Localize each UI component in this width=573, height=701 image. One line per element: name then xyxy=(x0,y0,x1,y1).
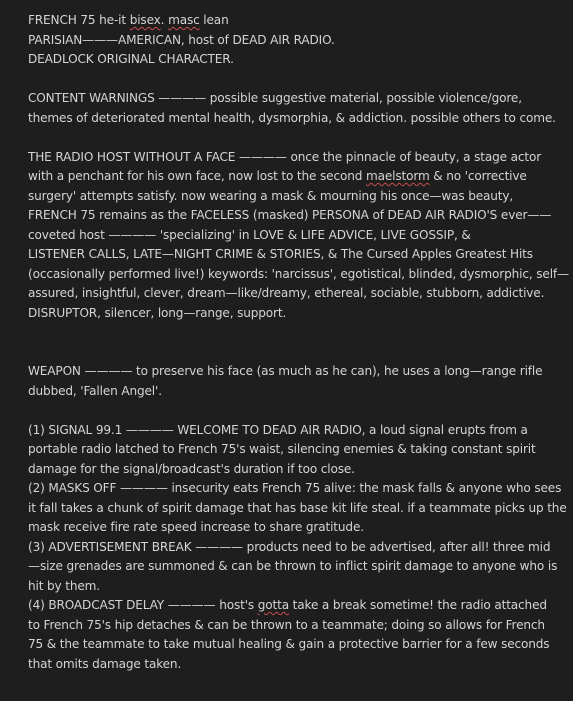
text-run: hit by them. xyxy=(28,578,100,593)
text-run: (2) MASKS OFF ———— insecurity eats French 75 alive: the mask falls & anyone who sees xyxy=(28,481,562,495)
text-line xyxy=(28,635,573,655)
text-run: . xyxy=(160,13,169,27)
text-line xyxy=(28,362,573,382)
spellcheck-flagged-word: maelstorm xyxy=(365,169,430,183)
text-run: WEAPON ———— to preserve his face (as much as he can), he uses a long—range rifle xyxy=(28,364,543,378)
blank-line xyxy=(28,128,573,148)
text-line xyxy=(28,499,573,519)
text-line xyxy=(28,148,573,168)
spellcheck-flagged-word: bisex xyxy=(129,13,161,27)
text-line xyxy=(28,577,573,597)
text-run: with a penchant for his own face, now lost to the second xyxy=(28,169,366,183)
blank-line xyxy=(28,323,573,343)
text-line xyxy=(28,187,573,207)
text-run: themes of deteriorated mental health, dysmorphia, & addiction. possible others to come. xyxy=(28,110,556,125)
text-run: surgery' attempts satisfy. now wearing a mask & mourning his once—was beauty, xyxy=(28,188,514,203)
text-line xyxy=(28,304,573,324)
text-line xyxy=(28,382,573,402)
text-run: LISTENER CALLS, LATE—NIGHT CRIME & STORIES, & The Cursed Apples Greatest Hits xyxy=(28,247,533,261)
text-line xyxy=(28,421,573,441)
spellcheck-flagged-word: masc xyxy=(168,13,200,27)
text-line xyxy=(28,11,573,31)
text-run: mask receive fire rate speed increase to share gratitude. xyxy=(28,520,364,534)
text-run: take a break sometime! the radio attached xyxy=(288,598,547,612)
text-run: that omits damage taken. xyxy=(28,656,182,671)
text-run: dubbed, 'Fallen Angel'. xyxy=(28,383,162,398)
text-run: DISRUPTOR, silencer, long—range, support. xyxy=(28,305,287,320)
text-run: it fall takes a chunk of spirit damage that has base kit life steal. if a teammate picks up the xyxy=(28,500,567,515)
text-line xyxy=(28,226,573,246)
text-run: 75 & the teammate to take mutual healing & gain a protective barrier for a few seconds xyxy=(28,637,550,651)
text-line xyxy=(28,557,573,577)
text-run: assured, insightful, clever, dream—like/dreamy, ethereal, sociable, stubborn, addictive. xyxy=(28,286,545,300)
blank-line xyxy=(28,343,573,363)
text-run: & no 'corrective xyxy=(429,169,527,183)
text-line xyxy=(28,206,573,226)
text-line xyxy=(28,460,573,480)
text-run: THE RADIO HOST WITHOUT A FACE ———— once the pinnacle of beauty, a stage actor xyxy=(28,149,542,164)
text-line xyxy=(28,596,573,616)
text-line xyxy=(28,167,573,187)
text-line xyxy=(28,479,573,499)
blank-line xyxy=(28,70,573,90)
text-line xyxy=(28,440,573,460)
text-run: portable radio latched to French 75's waist, silencing enemies & taking constant spirit xyxy=(28,442,536,456)
text-line xyxy=(28,109,573,129)
text-run: (4) BROADCAST DELAY ———— host's xyxy=(28,598,258,612)
text-line xyxy=(28,265,573,285)
text-line xyxy=(28,616,573,636)
text-line xyxy=(28,89,573,109)
text-run: FRENCH 75 remains as the FACELESS (masked) PERSONA of DEAD AIR RADIO'S ever—— xyxy=(28,208,552,222)
text-run: damage for the signal/broadcast's duration if too close. xyxy=(28,461,355,476)
text-run: lean xyxy=(199,13,229,27)
text-run: —size grenades are summoned & can be thrown to inflict spirit damage to anyone who is xyxy=(28,559,558,573)
text-line xyxy=(28,538,573,558)
text-run: coveted host ———— 'specializing' in LOVE & LIFE ADVICE, LIVE GOSSIP, & xyxy=(28,227,471,242)
text-line xyxy=(28,31,573,51)
document-body xyxy=(28,11,573,674)
text-run: (1) SIGNAL 99.1 ———— WELCOME TO DEAD AIR RADIO, a loud signal erupts from a xyxy=(28,422,528,437)
text-line xyxy=(28,245,573,265)
text-run: (occasionally performed live!) keywords: 'narcissus', egotistical, blinded, dysmorphic, self— xyxy=(28,266,569,281)
text-run: CONTENT WARNINGS ———— possible suggestive material, possible violence/gore, xyxy=(28,91,522,105)
spellcheck-flagged-word: gotta xyxy=(257,598,289,612)
text-run: DEADLOCK ORIGINAL CHARACTER. xyxy=(28,52,234,66)
text-run: FRENCH 75 he-it xyxy=(28,13,130,27)
text-run: to French 75's hip detaches & can be thrown to a teammate; doing so allows for French xyxy=(28,617,545,632)
text-line xyxy=(28,518,573,538)
text-run: PARISIAN———AMERICAN, host of DEAD AIR RADIO. xyxy=(28,32,335,47)
text-line xyxy=(28,284,573,304)
text-line xyxy=(28,655,573,675)
text-line xyxy=(28,50,573,70)
text-run: (3) ADVERTISEMENT BREAK ———— products need to be advertised, after all! three mid xyxy=(28,539,551,554)
blank-line xyxy=(28,401,573,421)
